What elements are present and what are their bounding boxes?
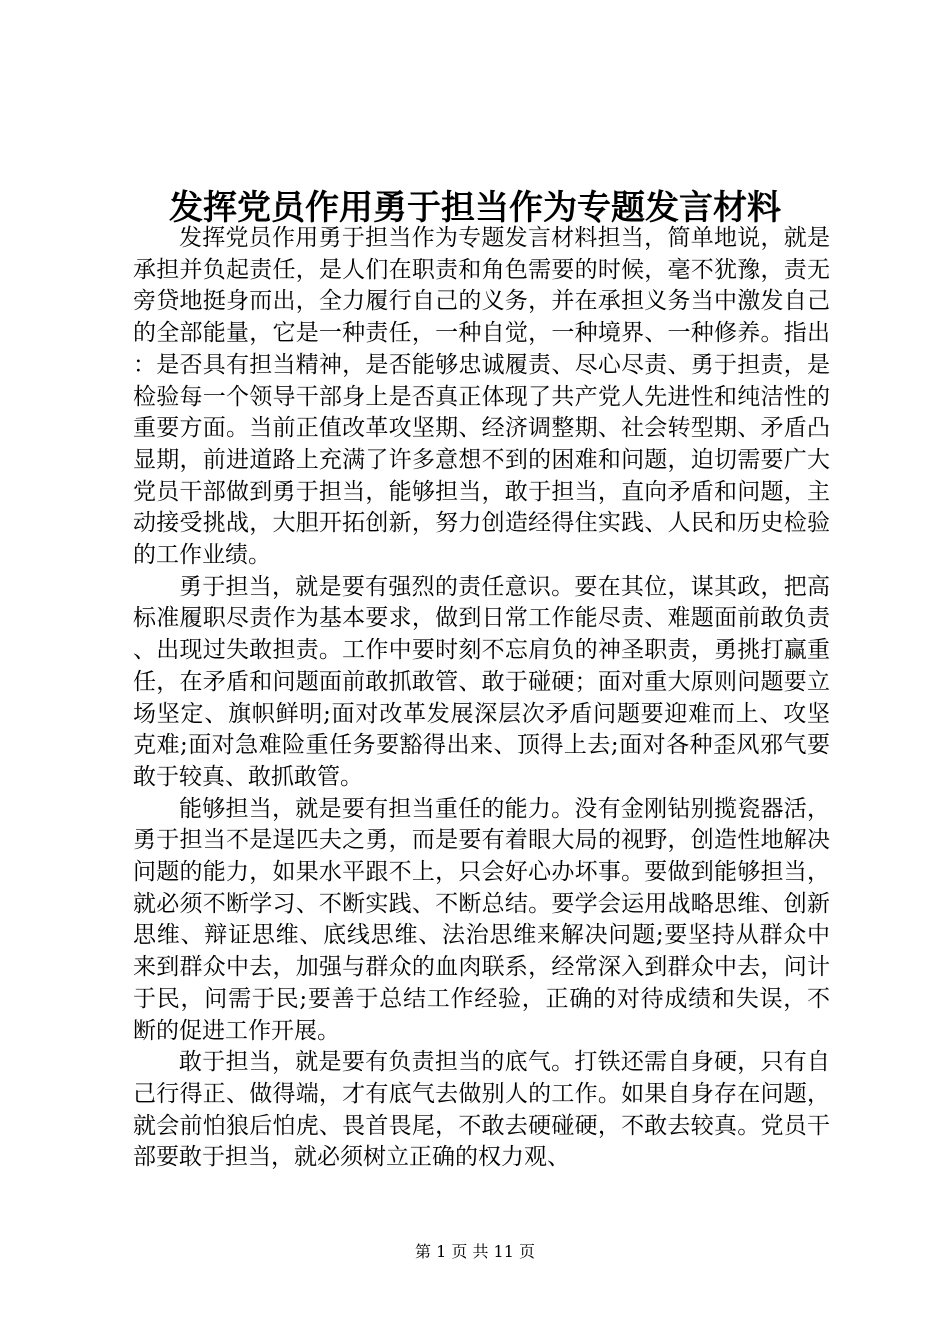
document-body [133, 223, 830, 1174]
paragraph: 能够担当，就是要有担当重任的能力。没有金刚钻别揽瓷器活，勇于担当不是逞匹夫之勇，而是要有着眼大局的视野，创造性地解决问题的能力，如果水平跟不上，只会好心办坏事。要做到能够担当，就必须不断学习、不断实践、不断总结。要学会运用战略思维、创新思维、辩证思维、底线思维、法治思维来解决问题;要坚持从群众中来到群众中去，加强与群众的血肉联系，经常深入到群众中去，问计于民，问需于民;要善于总结工作经验，正确的对待成绩和失误，不断的促进工作开展。 [133, 795, 830, 1044]
page-number-footer: 第 1 页 共 11 页 [415, 1242, 535, 1261]
document-title: 发挥党员作用勇于担当作为专题发言材料 [169, 188, 781, 228]
paragraph: 发挥党员作用勇于担当作为专题发言材料担当，简单地说，就是承担并负起责任，是人们在职责和角色需要的时候，毫不犹豫，责无旁贷地挺身而出，全力履行自己的义务，并在承担义务当中激发自己的全部能量，它是一种责任，一种自觉，一种境界、一种修养。指出：是否具有担当精神，是否能够忠诚履责、尽心尽责、勇于担责，是检验每一个领导干部身上是否真正体现了共产党人先进性和纯洁性的重要方面。当前正值改革攻坚期、经济调整期、社会转型期、矛盾凸显期，前进道路上充满了许多意想不到的困难和问题，迫切需要广大党员干部做到勇于担当，能够担当，敢于担当，直向矛盾和问题，主动接受挑战，大胆开拓创新，努力创造经得住实践、人民和历史检验的工作业绩。 [133, 225, 830, 569]
paragraph: 勇于担当，就是要有强烈的责任意识。要在其位，谋其政，把高标准履职尽责作为基本要求，做到日常工作能尽责、难题面前敢负责、出现过失敢担责。工作中要时刻不忘肩负的神圣职责，勇挑打赢重任，在矛盾和问题面前敢抓敢管、敢于碰硬；面对重大原则问题要立场坚定、旗帜鲜明;面对改革发展深层次矛盾问题要迎难而上、攻坚克难;面对急难险重任务要豁得出来、顶得上去;面对各种歪风邪气要敢于较真、敢抓敢管。 [133, 573, 830, 790]
paragraph: 敢于担当，就是要有负责担当的底气。打铁还需自身硬，只有自己行得正、做得端，才有底气去做别人的工作。如果自身存在问题，就会前怕狼后怕虎、畏首畏尾，不敢去硬碰硬，不敢去较真。党员干部要敢于担当，就必须树立正确的权力观、 [133, 1049, 830, 1171]
